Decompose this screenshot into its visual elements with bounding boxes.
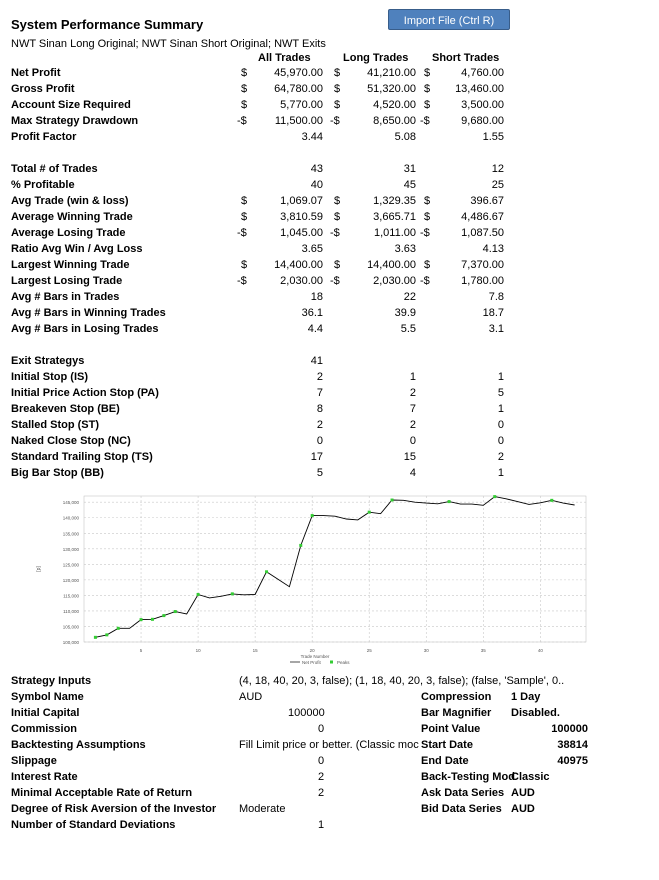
value-cell: 5: [316, 467, 323, 479]
value-cell: 1,329.35: [373, 195, 416, 207]
value-cell: 7,370.00: [461, 259, 504, 271]
value-cell: 9,680.00: [461, 115, 504, 127]
value-cell: 25: [491, 179, 504, 191]
value-cell: 3.1: [488, 323, 504, 335]
y-tick-label: 145,000: [62, 500, 79, 506]
currency-symbol: $: [334, 83, 341, 95]
row-label: Avg # Bars in Winning Trades: [11, 307, 166, 319]
value-cell: 5,770.00: [280, 99, 323, 111]
currency-symbol: -$: [330, 275, 340, 287]
peak-point: [550, 499, 553, 502]
input-label: Strategy Inputs: [11, 675, 92, 687]
value-cell: 4,520.00: [373, 99, 416, 111]
value-cell: 7: [409, 403, 416, 415]
row-label: Standard Trailing Stop (TS): [11, 451, 153, 463]
value-cell: 4,486.67: [461, 211, 504, 223]
value-cell: 4,760.00: [461, 67, 504, 79]
value-cell: 1: [497, 371, 504, 383]
value-cell: 8,650.00: [373, 115, 416, 127]
value-cell: 5: [497, 387, 504, 399]
input-value: 0: [318, 755, 325, 767]
peak-point: [151, 618, 154, 621]
value-cell: 39.9: [394, 307, 416, 319]
row-label: Stalled Stop (ST): [11, 419, 99, 431]
value-cell: 396.67: [470, 195, 504, 207]
row-label: Total # of Trades: [11, 163, 98, 175]
legend-peak-swatch: [330, 661, 333, 664]
input-value-right: 1 Day: [511, 691, 541, 703]
peak-point: [391, 499, 394, 502]
value-cell: 2: [409, 419, 416, 431]
x-tick-label: 25: [366, 648, 372, 653]
row-label: Largest Winning Trade: [11, 259, 130, 271]
value-cell: 11,500.00: [274, 115, 323, 127]
currency-symbol: -$: [330, 227, 340, 239]
currency-symbol: -$: [420, 115, 430, 127]
peak-point: [105, 633, 108, 636]
value-cell: 45,970.00: [274, 67, 323, 79]
input-label-right: Bid Data Series: [421, 803, 502, 815]
value-cell: 12: [491, 163, 504, 175]
value-cell: 4: [409, 467, 416, 479]
value-cell: 45: [403, 179, 416, 191]
input-label-right: Bar Magnifier: [421, 707, 492, 719]
input-label-right: Point Value: [421, 723, 481, 735]
row-label: Max Strategy Drawdown: [11, 115, 139, 127]
value-cell: 3,665.71: [373, 211, 416, 223]
input-value: 2: [318, 771, 325, 783]
input-label-right: End Date: [421, 755, 469, 767]
currency-symbol: -$: [330, 115, 340, 127]
row-label: Avg # Bars in Trades: [11, 291, 120, 303]
value-cell: 3,500.00: [461, 99, 504, 111]
input-label-right: Ask Data Series: [421, 787, 505, 799]
peak-point: [493, 495, 496, 498]
value-cell: 7: [316, 387, 323, 399]
value-cell: 3.63: [394, 243, 416, 255]
value-cell: 2: [316, 371, 323, 383]
input-label: Backtesting Assumptions: [11, 739, 146, 751]
col-header-short: Short Trades: [432, 52, 500, 64]
x-tick-label: 35: [480, 648, 486, 653]
col-header-all: All Trades: [258, 52, 311, 64]
currency-symbol: $: [334, 195, 341, 207]
row-label: Naked Close Stop (NC): [11, 435, 131, 447]
input-value: AUD: [239, 691, 263, 703]
value-cell: 1: [497, 467, 504, 479]
value-cell: 1,045.00: [280, 227, 323, 239]
value-cell: 1,087.50: [461, 227, 504, 239]
peak-point: [162, 614, 165, 617]
input-label-right: Compression: [421, 691, 492, 703]
currency-symbol: $: [241, 211, 248, 223]
value-cell: 17: [310, 451, 323, 463]
value-cell: 43: [310, 163, 323, 175]
currency-symbol: $: [241, 99, 248, 111]
y-tick-label: 130,000: [62, 546, 79, 552]
x-tick-label: 5: [139, 648, 143, 653]
row-label: Gross Profit: [11, 83, 75, 95]
currency-symbol: $: [424, 99, 431, 111]
value-cell: 13,460.00: [455, 83, 504, 95]
value-cell: 1: [497, 403, 504, 415]
x-tick-label: 10: [195, 648, 201, 653]
peak-point: [197, 593, 200, 596]
peak-point: [299, 544, 302, 547]
input-value-right: Classic: [511, 771, 550, 783]
currency-symbol: $: [424, 211, 431, 223]
currency-symbol: $: [241, 67, 248, 79]
value-cell: 0: [497, 435, 504, 447]
row-label: Avg Trade (win & loss): [11, 195, 129, 207]
currency-symbol: $: [424, 83, 431, 95]
y-tick-label: 140,000: [62, 515, 79, 521]
import-file-button[interactable]: Import File (Ctrl R): [388, 9, 510, 30]
row-label: Largest Losing Trade: [11, 275, 123, 287]
input-label-right: Start Date: [421, 739, 473, 751]
value-cell: 0: [409, 435, 416, 447]
currency-symbol: $: [424, 67, 431, 79]
y-tick-label: 115,000: [63, 593, 79, 599]
value-cell: 14,400.00: [367, 259, 416, 271]
input-label: Interest Rate: [11, 771, 78, 783]
currency-symbol: $: [424, 259, 431, 271]
currency-symbol: $: [424, 195, 431, 207]
value-cell: 5.08: [394, 131, 416, 143]
currency-symbol: $: [241, 259, 248, 271]
peak-point: [448, 500, 451, 503]
value-cell: 2: [409, 387, 416, 399]
value-cell: 64,780.00: [274, 83, 323, 95]
x-axis-label: Trade Number: [300, 654, 330, 659]
legend-net-profit: Net Profit: [302, 660, 321, 665]
strategy-subtitle: NWT Sinan Long Original; NWT Sinan Short Original; NWT Exits: [11, 38, 326, 50]
peak-point: [94, 636, 97, 639]
currency-symbol: $: [334, 67, 341, 79]
currency-symbol: $: [334, 211, 341, 223]
equity-chart: [30, 490, 590, 665]
y-axis-label: [p]: [36, 566, 42, 572]
row-label: Profit Factor: [11, 131, 77, 143]
x-tick-label: 40: [537, 648, 543, 653]
value-cell: 7.8: [488, 291, 504, 303]
value-cell: 14,400.00: [274, 259, 323, 271]
y-tick-label: 120,000: [62, 577, 79, 583]
value-cell: 2,030.00: [373, 275, 416, 287]
input-value-right: 38814: [557, 739, 588, 751]
peak-point: [311, 514, 314, 517]
value-cell: 8: [316, 403, 323, 415]
value-cell: 36.1: [301, 307, 323, 319]
currency-symbol: $: [334, 99, 341, 111]
value-cell: 1.55: [482, 131, 504, 143]
value-cell: 2: [316, 419, 323, 431]
input-label: Symbol Name: [11, 691, 84, 703]
value-cell: 51,320.00: [367, 83, 416, 95]
value-cell: 31: [403, 163, 416, 175]
value-cell: 0: [316, 435, 323, 447]
col-header-long: Long Trades: [343, 52, 409, 64]
input-value-right: 100000: [551, 723, 588, 735]
input-label: Initial Capital: [11, 707, 80, 719]
row-label: Ratio Avg Win / Avg Loss: [11, 243, 143, 255]
currency-symbol: -$: [420, 275, 430, 287]
row-label: Average Losing Trade: [11, 227, 126, 239]
value-cell: 1: [409, 371, 416, 383]
value-cell: 15: [403, 451, 416, 463]
row-label: Breakeven Stop (BE): [11, 403, 120, 415]
value-cell: 0: [497, 419, 504, 431]
y-tick-label: 100,000: [62, 640, 79, 645]
input-label: Degree of Risk Aversion of the Investor: [11, 803, 217, 815]
row-label: Average Winning Trade: [11, 211, 133, 223]
row-label: Initial Price Action Stop (PA): [11, 387, 159, 399]
value-cell: 3.65: [301, 243, 323, 255]
peak-point: [368, 511, 371, 514]
currency-symbol: $: [241, 83, 248, 95]
currency-symbol: -$: [237, 275, 247, 287]
value-cell: 22: [403, 291, 416, 303]
peak-point: [231, 592, 234, 595]
value-cell: 18.7: [482, 307, 504, 319]
peak-point: [265, 570, 268, 573]
input-value: Moderate: [239, 803, 286, 815]
y-tick-label: 135,000: [62, 531, 79, 537]
value-cell: 40: [310, 179, 323, 191]
row-label: Exit Strategys: [11, 355, 85, 367]
legend-peaks: Peaks: [337, 660, 350, 665]
peak-point: [140, 618, 143, 621]
x-tick-label: 15: [252, 648, 258, 653]
row-label: Initial Stop (IS): [11, 371, 88, 383]
input-label: Minimal Acceptable Rate of Return: [11, 787, 193, 799]
input-label: Commission: [11, 723, 78, 735]
row-label: Net Profit: [11, 67, 61, 79]
row-label: Avg # Bars in Losing Trades: [11, 323, 159, 335]
value-cell: 5.5: [400, 323, 416, 335]
value-cell: 4.13: [482, 243, 504, 255]
x-tick-label: 20: [309, 648, 315, 653]
value-cell: 1,011.00: [373, 227, 416, 239]
input-value-right: 40975: [557, 755, 588, 767]
value-cell: 2,030.00: [280, 275, 323, 287]
value-cell: 3.44: [301, 131, 323, 143]
value-cell: 41,210.00: [367, 67, 416, 79]
input-value: Fill Limit price or better. (Classic moc: [239, 739, 419, 751]
value-cell: 2: [497, 451, 504, 463]
currency-symbol: -$: [420, 227, 430, 239]
y-tick-label: 125,000: [62, 562, 79, 568]
y-tick-label: 110,000: [63, 608, 79, 614]
input-label: Slippage: [11, 755, 57, 767]
value-cell: 3,810.59: [280, 211, 323, 223]
input-value: 0: [318, 723, 325, 735]
currency-symbol: -$: [237, 227, 247, 239]
peak-point: [174, 610, 177, 613]
currency-symbol: -$: [237, 115, 247, 127]
row-label: Big Bar Stop (BB): [11, 467, 104, 479]
input-value-right: AUD: [511, 803, 535, 815]
x-tick-label: 30: [423, 648, 429, 653]
input-value-right: Disabled.: [511, 707, 560, 719]
value-cell: 1,780.00: [461, 275, 504, 287]
input-label: Number of Standard Deviations: [11, 819, 176, 831]
value-cell: 18: [310, 291, 323, 303]
y-tick-label: 105,000: [62, 624, 79, 630]
currency-symbol: $: [241, 195, 248, 207]
value-cell: 1,069.07: [280, 195, 323, 207]
input-value: (4, 18, 40, 20, 3, false); (1, 18, 40, 20, 3, false); (false, 'Sample', 0..: [239, 675, 565, 687]
value-cell: 41: [310, 355, 323, 367]
input-value: 100000: [288, 707, 325, 719]
input-value-right: AUD: [511, 787, 535, 799]
peak-point: [117, 627, 120, 630]
input-value: 2: [318, 787, 325, 799]
plot-area: [84, 496, 586, 642]
row-label: Account Size Required: [11, 99, 131, 111]
value-cell: 4.4: [307, 323, 323, 335]
input-value: 1: [318, 819, 325, 831]
input-label-right: Back-Testing Mod: [421, 771, 515, 783]
page-title: System Performance Summary: [11, 17, 204, 32]
row-label: % Profitable: [11, 179, 75, 191]
currency-symbol: $: [334, 259, 341, 271]
